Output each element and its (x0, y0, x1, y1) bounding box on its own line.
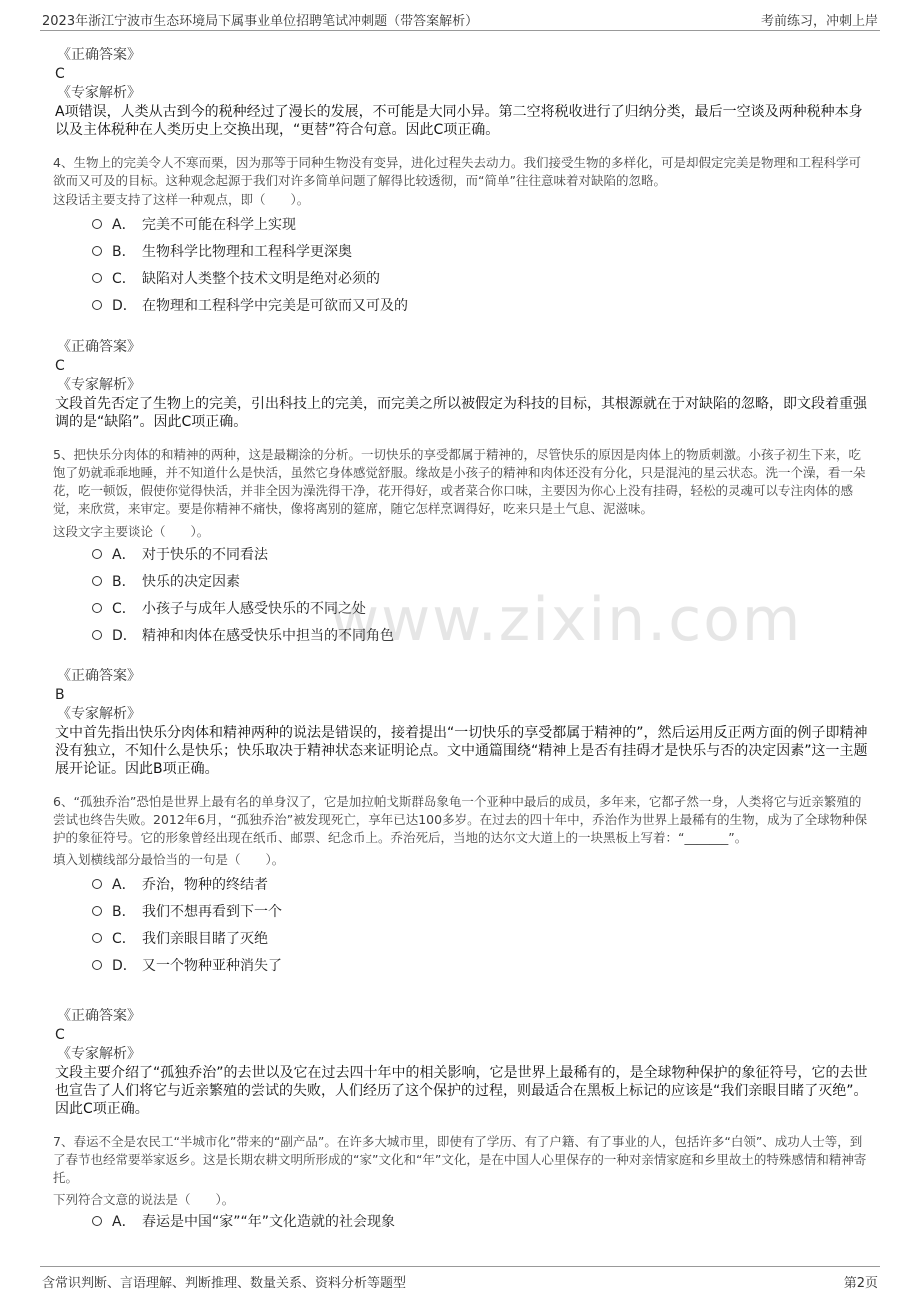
radio-icon[interactable] (92, 549, 102, 559)
analysis-text: A项错误，人类从古到今的税种经过了漫长的发展，不可能是大同小异。第二空将税收进行了归纳分类，最后一空谈及两种税种本身以及主体税种在人类历史上交换出现，“更替”符合句意。因此C项正确。 (55, 104, 863, 138)
question-ask: 这段文字主要谈论（ ）。 (53, 524, 210, 539)
option-c[interactable] (92, 597, 366, 619)
question-stem: 5、把快乐分肉体的和精神的两种，这是最糊涂的分析。一切快乐的享受都属于精神的，尽管快乐的原因是肉体上的物质刺激。小孩子初生下来，吃饱了奶就乖乖地睡，并不知道什么是快活，虽然它身体感觉舒服。缘故是小孩子的精神和肉体还没有分化，只是混沌的星云状态。洗一个澡，看一朵花，吃一顿饭，假使你觉得快活，并非全因为澡洗得干净，花开得好，或者菜合你口味，主要因为你心上没有挂碍，轻松的灵魂可以专注肉体的感觉，来欣赏，来审定。要是你精神不痛快，像将离别的筵席，随它怎样烹调得好，吃来只是土气息、泥滋味。 (53, 447, 866, 516)
answer-label: 《正确答案》 (57, 47, 141, 63)
question-ask: 这段话主要支持了这样一种观点，即（ ）。 (53, 192, 310, 207)
radio-icon[interactable] (92, 219, 102, 229)
option-a[interactable] (92, 213, 296, 235)
option-key: A． (112, 1214, 136, 1230)
radio-icon[interactable] (92, 960, 102, 970)
page-footer (40, 1266, 880, 1293)
option-text: 生物科学比物理和工程科学更深奥 (142, 244, 352, 260)
option-text: 乔治，物种的终结者 (142, 877, 268, 893)
analysis-label: 《专家解析》 (57, 1046, 141, 1062)
option-a[interactable] (92, 1210, 395, 1232)
option-key: D． (112, 958, 137, 974)
watermark: www.zixin.com (330, 585, 803, 655)
option-text: 小孩子与成年人感受快乐的不同之处 (142, 601, 366, 617)
analysis-text: 文中首先指出快乐分肉体和精神两种的说法是错误的，接着提出“一切快乐的享受都属于精神的”，然后运用反正两方面的例子即精神没有独立，不知什么是快乐；快乐取决于精神状态来证明论点。文中通篇围绕“精神上是否有挂碍才是快乐与否的决定因素”这一主题展开论证。因此B项正确。 (55, 725, 868, 777)
option-d[interactable] (92, 954, 282, 976)
header-slogan: 考前练习，冲刺上岸 (760, 14, 878, 29)
question-stem: 6、“孤独乔治”恐怕是世界上最有名的单身汉了，它是加拉帕戈斯群岛象龟一个亚种中最后的成员，多年来，它都孑然一身，人类将它与近亲繁殖的尝试也终告失败。2012年6月，“孤独乔治”被发现死亡，享年已达100多岁。在过去的四十年中，乔治作为世界上最稀有的生物，成为了全球物种保护的象征符号。它的形象曾经出现在纸币、邮票、纪念币上。乔治死后，当地的达尔文大道上的一块黑板上写着：“_______”。 (53, 794, 868, 845)
radio-icon[interactable] (92, 1216, 102, 1226)
question-ask: 下列符合文意的说法是（ ）。 (53, 1192, 235, 1207)
option-text: 对于快乐的不同看法 (142, 547, 268, 563)
radio-icon[interactable] (92, 630, 102, 640)
option-text: 我们不想再看到下一个 (142, 904, 282, 920)
option-c[interactable] (92, 267, 380, 289)
option-key: A． (112, 217, 136, 233)
option-key: D． (112, 628, 137, 644)
answer-label: 《正确答案》 (57, 668, 141, 684)
option-key: B． (112, 244, 136, 260)
document-title: 2023年浙江宁波市生态环境局下属事业单位招聘笔试冲刺题（带答案解析） (42, 14, 479, 29)
analysis-label: 《专家解析》 (57, 377, 141, 393)
option-b[interactable] (92, 240, 352, 262)
option-c[interactable] (92, 927, 268, 949)
analysis-label: 《专家解析》 (57, 85, 141, 101)
option-text: 我们亲眼目睹了灭绝 (142, 931, 268, 947)
option-a[interactable] (92, 543, 268, 565)
radio-icon[interactable] (92, 246, 102, 256)
radio-icon[interactable] (92, 879, 102, 889)
option-key: C． (112, 601, 136, 617)
option-key: C． (112, 931, 136, 947)
radio-icon[interactable] (92, 576, 102, 586)
option-text: 完美不可能在科学上实现 (142, 217, 296, 233)
page-number: 第2页 (843, 1276, 878, 1291)
option-a[interactable] (92, 873, 268, 895)
radio-icon[interactable] (92, 300, 102, 310)
option-key: A． (112, 877, 136, 893)
option-key: B． (112, 574, 136, 590)
radio-icon[interactable] (92, 603, 102, 613)
option-text: 春运是中国“家”“年”文化造就的社会现象 (142, 1214, 396, 1230)
option-key: D． (112, 298, 137, 314)
option-key: A． (112, 547, 136, 563)
question-stem: 7、春运不全是农民工“半城市化”带来的“副产品”。在许多大城市里，即使有了学历、有了户籍、有了事业的人，包括许多“白领”、成功人士等，到了春节也经常要举家返乡。这是长期农耕文明所形成的“家”文化和“年”文化，是在中国人心里保存的一种对亲情家庭和乡里故土的特殊感情和精神寄托。 (53, 1134, 867, 1185)
answer-letter: C (55, 66, 65, 82)
answer-letter: C (55, 1027, 65, 1043)
analysis-text: 文段首先否定了生物上的完美，引出科技上的完美，而完美之所以被假定为科技的目标，其根源就在于对缺陷的忽略，即文段着重强调的是“缺陷”。因此C项正确。 (55, 396, 867, 430)
page-header (40, 8, 880, 31)
answer-letter: B (55, 687, 65, 703)
radio-icon[interactable] (92, 933, 102, 943)
option-key: B． (112, 904, 136, 920)
answer-label: 《正确答案》 (57, 1008, 141, 1024)
analysis-label: 《专家解析》 (57, 706, 141, 722)
analysis-text: 文段主要介绍了“孤独乔治”的去世以及它在过去四十年中的相关影响，它是世界上最稀有的，是全球物种保护的象征符号，它的去世也宣告了人们将它与近亲繁殖的尝试的失败，人们经历了这个保护的过程，则最适合在黑板上标记的应该是“我们亲眼目睹了灭绝”。因此C项正确。 (55, 1065, 868, 1117)
option-text: 精神和肉体在感受快乐中担当的不同角色 (142, 628, 394, 644)
answer-letter: C (55, 358, 65, 374)
option-text: 缺陷对人类整个技术文明是绝对必须的 (142, 271, 380, 287)
question-ask: 填入划横线部分最恰当的一句是（ ）。 (53, 852, 285, 867)
footer-subjects: 含常识判断、言语理解、判断推理、数量关系、资料分析等题型 (42, 1276, 407, 1291)
option-d[interactable] (92, 294, 408, 316)
option-b[interactable] (92, 900, 282, 922)
radio-icon[interactable] (92, 273, 102, 283)
question-stem: 4、生物上的完美令人不寒而栗，因为那等于同种生物没有变异，进化过程失去动力。我们接受生物的多样化，可是却假定完美是物理和工程科学可欲而又可及的目标。这种观念起源于我们对许多简单问题了解得比较透彻，而“简单”往往意味着对缺陷的忽略。 (53, 155, 861, 188)
option-key: C． (112, 271, 136, 287)
option-b[interactable] (92, 570, 240, 592)
option-text: 快乐的决定因素 (142, 574, 240, 590)
answer-label: 《正确答案》 (57, 339, 141, 355)
option-text: 又一个物种亚种消失了 (142, 958, 282, 974)
radio-icon[interactable] (92, 906, 102, 916)
option-d[interactable] (92, 624, 394, 646)
option-text: 在物理和工程科学中完美是可欲而又可及的 (142, 298, 408, 314)
